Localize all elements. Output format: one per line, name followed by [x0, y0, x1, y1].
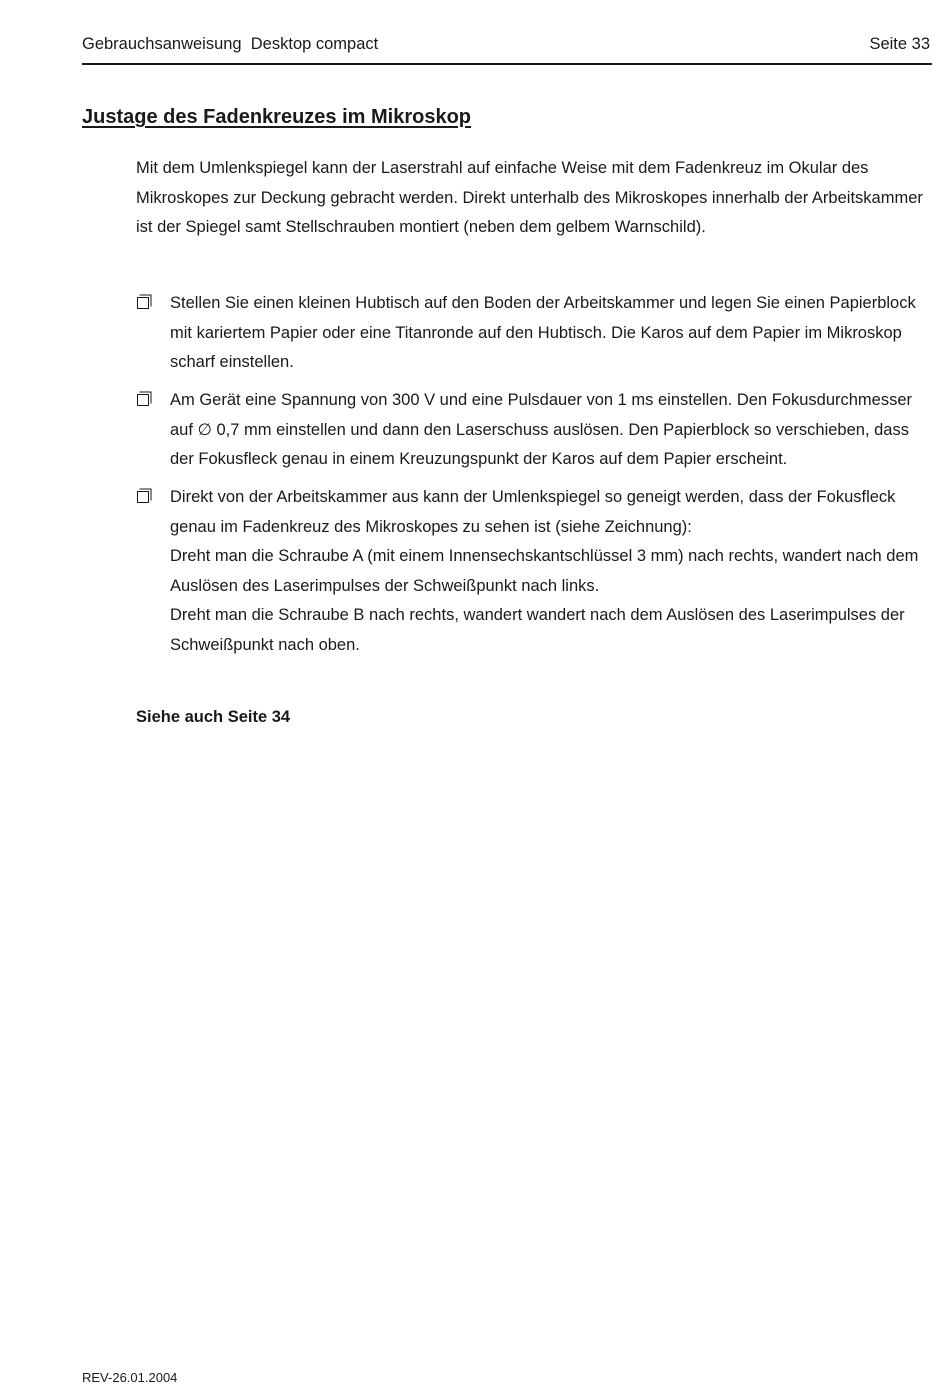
list-item-text: Dreht man die Schraube A (mit einem Innensechskantschlüssel 3 mm) nach rechts, wandert nach dem Auslösen des Laserimpulses der Schweißpunkt nach links.: [170, 547, 919, 595]
revision-footer: REV-26.01.2004: [82, 1370, 178, 1385]
document-title: Gebrauchsanweisung Desktop compact: [82, 35, 379, 53]
intro-paragraph: Mit dem Umlenkspiegel kann der Laserstrahl auf einfache Weise mit dem Fadenkreuz im Okular des Mikroskopes zur Deckung gebracht werden. Direkt unterhalb des Mikroskopes innerhalb der Arbeitskammer ist der Spiegel samt Stellschrauben montiert (neben dem gelbem Warnschild).: [136, 159, 923, 236]
checkbox-bullet-icon: [137, 491, 149, 503]
list-item-text: Am Gerät eine Spannung von 300 V und eine Pulsdauer von 1 ms einstellen. Den Fokusdurchmesser auf ∅ 0,7 mm einstellen und dann den Laserschuss auslösen. Den Papierblock so verschieben, dass der Fokusfleck genau in einem Kreuzungspunkt der Karos auf dem Papier erscheint.: [170, 391, 913, 468]
list-item-text: Direkt von der Arbeitskammer aus kann der Umlenkspiegel so geneigt werden, dass der Fokusfleck genau im Fadenkreuz des Mikroskopes zu sehen ist (siehe Zeichnung):: [170, 488, 896, 536]
checkbox-bullet-icon: [137, 297, 149, 309]
section-heading: Justage des Fadenkreuzes im Mikroskop: [82, 106, 472, 128]
list-item: [136, 386, 936, 475]
instruction-list: [136, 289, 936, 669]
list-item-text: Stellen Sie einen kleinen Hubtisch auf den Boden der Arbeitskammer und legen Sie einen Papierblock mit kariertem Papier oder eine Titanronde auf den Hubtisch. Die Karos auf dem Papier im Mikroskop scharf einstellen.: [170, 294, 916, 371]
checkbox-bullet-icon: [137, 394, 149, 406]
list-item-text: Dreht man die Schraube B nach rechts, wandert wandert nach dem Auslösen des Laserimpulses der Schweißpunkt nach oben.: [170, 606, 905, 654]
page-header: [82, 33, 932, 65]
list-item: [136, 289, 936, 378]
list-item: [136, 483, 936, 660]
see-also-reference: Siehe auch Seite 34: [136, 708, 291, 726]
page-number: Seite 33: [869, 35, 930, 53]
